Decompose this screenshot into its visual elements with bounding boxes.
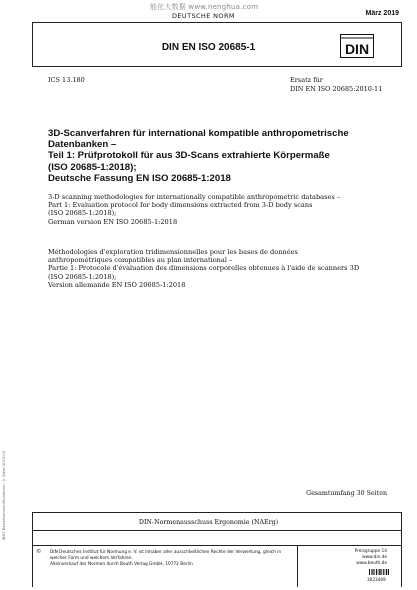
footer-divider	[297, 545, 298, 587]
title-french-line: (ISO 20685-1:2018);	[48, 272, 117, 281]
committee-name: DIN-Normenausschuss Ergonomie (NAErg)	[138, 519, 279, 526]
header-bottom-rule	[32, 66, 402, 67]
din-website-link[interactable]: www.din.de	[362, 555, 387, 560]
replaces-label: Ersatz für	[290, 76, 323, 84]
barcode-graphic	[369, 569, 389, 575]
footer-left-border	[32, 512, 33, 587]
title-french-line: anthropométriques compatibles au plan international –	[48, 256, 233, 265]
din-logo-text: DIN	[344, 41, 370, 57]
title-french-line: Partie 1: Protocole d'évaluation des dimensions corporelles obtenues à l'aide de scanners 3D	[48, 264, 360, 273]
title-english-line: 3-D scanning methodologies for internationally compatible anthropometric databases –	[48, 193, 341, 201]
header-top-rule	[32, 22, 402, 23]
side-order-text: IBDT Bestellnummer/Kundennr.: 0. Datei 2019-03	[2, 451, 6, 540]
copyright-line: DIN Deutsches Institut für Normung e. V. ist Inhaber aller ausschließlichen Rechte der Verwertung, gleich in	[50, 550, 282, 555]
title-german-line: 3D-Scanverfahren für international kompatible anthropometrische	[48, 128, 349, 139]
copyright-line: Alleinverkauf der Normen durch Beuth Verlag GmbH, 10772 Berlin	[50, 562, 193, 567]
page-count: Gesamtumfang 30 Seiten	[306, 490, 387, 497]
copyright-line: welcher Form und welchem Verfahren.	[50, 556, 133, 561]
beuth-website-link[interactable]: www.beuth.de	[356, 561, 387, 566]
copyright-symbol: ©	[36, 549, 42, 555]
document-id: 3023469	[367, 577, 386, 582]
replaces-block	[290, 76, 382, 93]
title-french-line: Méthodologies d'exploration tridimensionnelles pour les bases de données	[48, 248, 298, 256]
committee-rule	[32, 530, 402, 531]
title-english	[48, 193, 393, 226]
publication-date: März 2019	[365, 10, 399, 17]
ics-code: ICS 13.180	[48, 76, 85, 84]
price-group-block	[355, 549, 387, 567]
footer-info-rule	[32, 545, 402, 546]
footer-right-border	[401, 512, 402, 587]
title-german-line: Deutsche Fassung EN ISO 20685-1:2018	[48, 172, 231, 184]
title-english-line: Part 1: Evaluation protocol for body dimensions extracted from 3-D body scans	[48, 201, 313, 210]
price-group: Preisgruppe 14	[354, 549, 387, 554]
title-german-line: Datenbanken –	[48, 139, 117, 151]
title-french-line: Version allemande EN ISO 20685-1:2018	[48, 280, 186, 289]
replaces-document: DIN EN ISO 20685:2010-11	[290, 84, 383, 93]
document-number: DIN EN ISO 20685-1	[161, 42, 256, 53]
footer-top-rule	[32, 512, 402, 513]
din-logo	[340, 34, 374, 58]
title-english-line: (ISO 20685-1:2018);	[48, 209, 117, 218]
title-german-line: (ISO 20685-1:2018);	[48, 161, 137, 173]
watermark-text: 能化大数据 www.nenghua.com	[150, 3, 259, 11]
title-english-line: German version EN ISO 20685-1:2018	[48, 217, 178, 226]
copyright-notice	[50, 550, 295, 568]
title-german-line: Teil 1: Prüfprotokoll für aus 3D-Scans extrahierte Körpermaße	[48, 150, 330, 162]
standard-type-label: DEUTSCHE NORM	[172, 12, 235, 20]
title-french	[48, 248, 393, 289]
title-german	[48, 128, 388, 184]
